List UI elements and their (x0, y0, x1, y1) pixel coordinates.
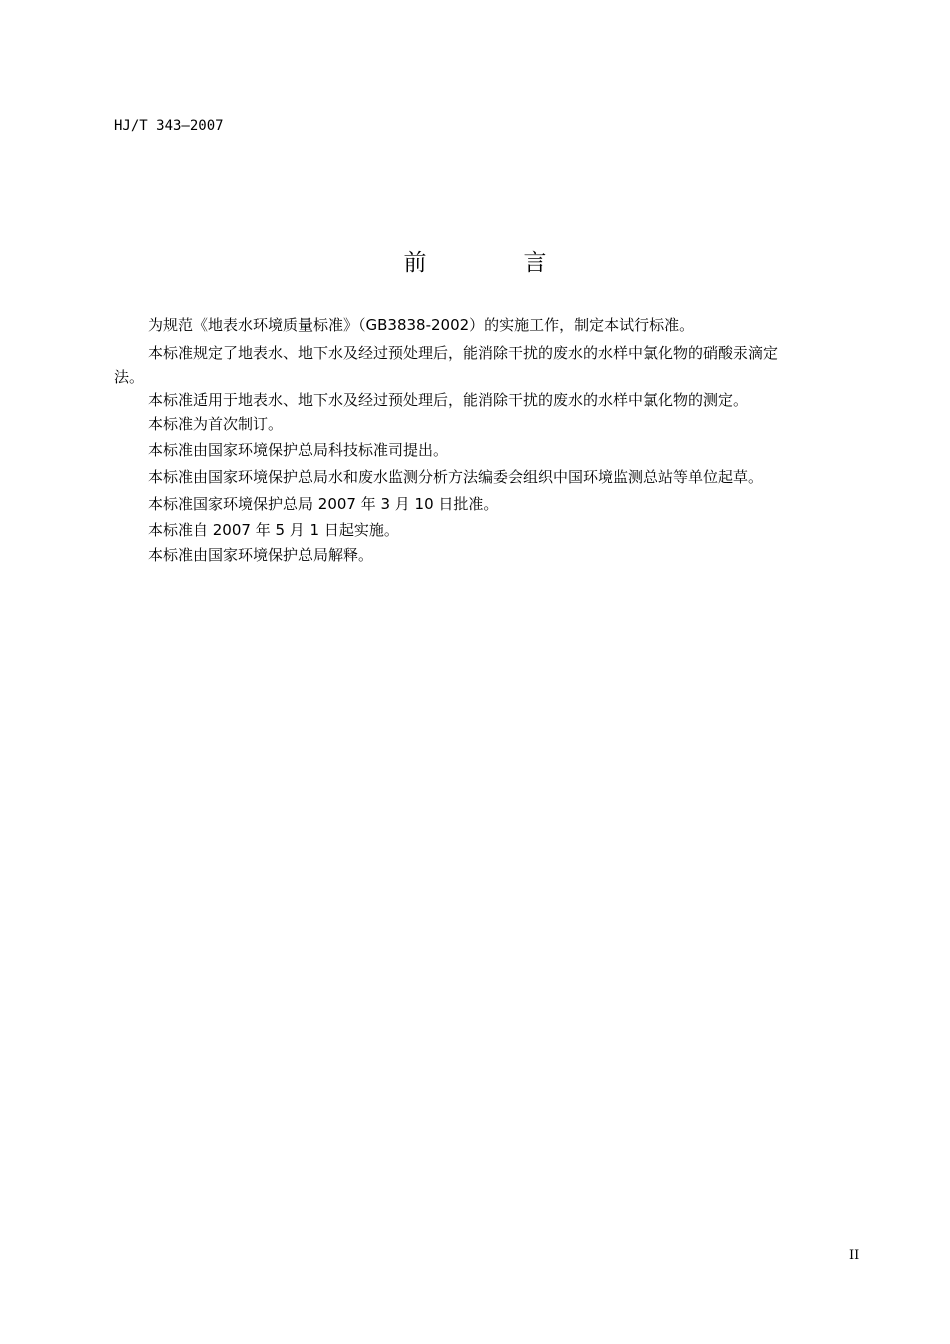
page-number: II (849, 1248, 860, 1263)
document-code: HJ/T 343—2007 (114, 118, 224, 134)
paragraph-scope (114, 341, 856, 389)
page-title (0, 248, 950, 278)
paragraph-first-edition: 本标准为首次制订。 (148, 415, 284, 433)
paragraph-scope-line-1: 本标准规定了地表水、地下水及经过预处理后，能消除干扰的废水的水样中氯化物的硝酸汞滴定 (148, 344, 779, 362)
paragraph-proposed-by: 本标准由国家环境保护总局科技标准司提出。 (148, 441, 449, 459)
title-char-1: 前 (403, 250, 427, 276)
paragraph-effective-date: 本标准自 2007 年 5 月 1 日起实施。 (148, 521, 399, 539)
paragraph-scope-line-2: 法。 (114, 368, 145, 386)
title-char-2: 言 (523, 250, 547, 276)
paragraph-drafted-by: 本标准由国家环境保护总局水和废水监测分析方法编委会组织中国环境监测总站等单位起草。 (148, 468, 764, 486)
paragraph-purpose: 为规范《地表水环境质量标准》（GB3838-2002）的实施工作，制定本试行标准。 (148, 316, 695, 334)
paragraph-interpretation: 本标准由国家环境保护总局解释。 (148, 546, 374, 564)
paragraph-applicability: 本标准适用于地表水、地下水及经过预处理后，能消除干扰的废水的水样中氯化物的测定。 (148, 391, 749, 409)
paragraph-approval-date: 本标准国家环境保护总局 2007 年 3 月 10 日批准。 (148, 495, 499, 513)
